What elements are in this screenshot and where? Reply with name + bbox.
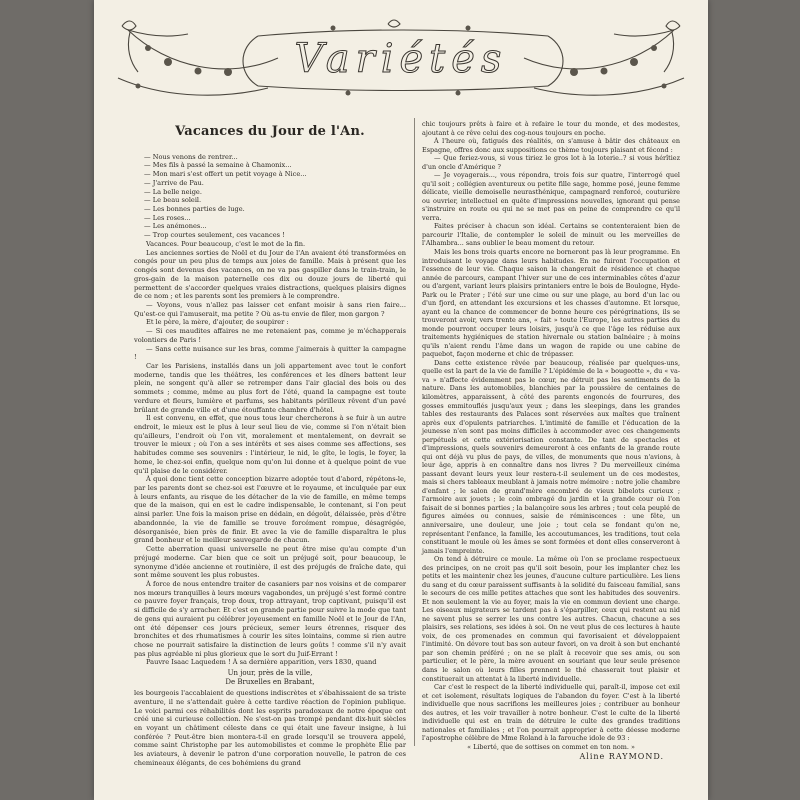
paragraph: Vacances. Pour beaucoup, c'est le mot de la fin. <box>146 239 306 248</box>
dialogue-line: — Mes fils à passé la semaine à Chamonix... <box>144 161 292 170</box>
paragraph: Et le père, la mère, d'ajouter, de soupirer : <box>146 318 289 327</box>
article-title: Vacances du Jour de l'An. <box>175 124 365 139</box>
paragraph: chic toujours prêts à faire et à refaire le tour du monde, et des modestes, ajoutant à ce rêve celui des cog-nous toujours en poche. <box>422 120 680 137</box>
paragraph: les bourgeois l'accablaient de questions indiscrètes et s'ébahissaient de sa triste aventure, il ne s'attendait guère à cette tardive réaction de l'opinion publique. Le voici parmi ces réhabilités dont les esprits paradoxaux de notre époque ont créé une si curieuse collection. Ne s'est-on pas trompé pendant dix-huit siècles en voyant un châtiment céleste dans ce qui était une faveur insigne, à lui conférée ? Peut-être bien montera-t-il en grade lorsqu'il se trouvera appelé, comme saint Christophe par les automobilistes et comme le prophète Élie par les aviateurs, à devenir le patron d'une corporation nouvelle, le patron de ces chemineaux élégants, de ces bohémiens du grand <box>134 689 406 767</box>
section-title: Variétés <box>294 36 508 82</box>
author-name: Aline RAYMOND. <box>579 752 664 762</box>
paragraph: Car les Parisiens, installés dans un joli appartement avec tout le confort moderne, tandis que les théâtres, les conférences et les dîners battent leur plein, ne songent qu'à aller se retremper dans l'air glacial des bois ou des sommets ; comme, même au plus fort de l'été, quand la campagne est toute verdure et fleurs, lumière et parfums, ses habitants périlleux rêvent d'un pavé brûlant de grande ville et d'une étouffante chambre d'hôtel. <box>134 361 406 414</box>
paragraph: Dans cette existence rêvée par beaucoup, réalisée par quelques-uns, quelle est la part de la vie de famille ? L'épidémie de la « bougeotte », du « va-va » n'affecte évidemment pas le cœur, ne détruit pas les sentiments de la nature. Dans les automobiles, blanchies par la poussière de centaines de kilomètres, apparaissent, à côté des parents engoncés de fourrures, des gosses emmitouflés jusqu'aux yeux ; dans les sleepings, dans les grandes tables des restaurants des Palaces sont réservées aux maîtes que traînent après eux d'opulents patriarches. L'intimité de famille et l'éducation de la jeunesse n'en sont pas moins difficiles à accommoder avec ces changements perpétuels et cette extériorisation constante. De tant de spectacles et d'impressions, quels souvenirs demeureront à ces enfants de la grande route qui ont déjà vu plus de pays, de villes, de monuments que nous n'avions, à leur âge, appris à en connaître dans nos livres ? Du merveilleux cinéma passant devant leurs yeux leur restera-t-il seulement un de ces modestes, mais si chers tableaux meublant à jamais notre mémoire : notre jolie chambre d'enfant ; le salon de grand'mère encombré de vieux bibelots curieux ; l'armoire aux jouets ; le coin ombragé du jardin et la grande cour où l'on faisait de si bonnes parties ; la balançoire sous les arbres ; tout cela peuplé de figures aimées ou connues, saisie de réminiscences : une fête, un anniversaire, une douleur, une joie ; tout cela se fondant qu'on ne, représentant l'enfance, la famille, les accoutumances, les traditions, tout cela constituant le moule où les âmes se sont formées et dont elles conserveront à jamais l'empreinte. <box>422 358 680 555</box>
header-ornament <box>108 8 694 100</box>
paragraph: — Que feriez-vous, si vous tiriez le gros lot à la loterie..? si vous hérîtiez d'un oncle d'Amérique ? <box>422 154 680 171</box>
paragraph: — Voyons, vous n'allez pas laisser cet enfant moisir à sans rien faire... Qu'est-ce qui l'amuserait, ma petite ? Où as-tu envie de filer, mon gargon ? <box>134 300 406 318</box>
paragraph: À quoi donc tient cette conception bizarre adoptée tout d'abord, répétons-le, par les parents dont se chez-soi est l'œuvre et le royaume, et inculquée par eux à leurs enfants, au risque de les détacher de la vie de famille, en même temps que de la maison, qui en est le cadre indispensable, le contenant, si l'on peut ainsi parler. Une fois la maison prise en dédain, en dégoût, délaissée, près d'être abandonnée, la vie de famille se trouve forcément rompue, désagrégée, désorganisée, bien près de finir. Et avec la vie de famille disparaîtra le plus grand bonheur et le meilleur sauvegarde de chacun. <box>134 475 406 545</box>
dialogue-line: — Mon mari s'est offert un petit voyage à Nice... <box>144 170 307 179</box>
verse-line: Un jour, près de la ville, <box>227 669 313 678</box>
column-divider <box>414 118 415 746</box>
paragraph: On tend à détruire ce moule. La même où l'on se proclame respectueux des principes, on ne croit pas qu'il soit besoin, pour les implanter chez les petits et les maintenir chez les jeunes, d'aucune culture particulière. Les liens du sang et du cœur paraissent suffisants à la solidité du faisceau familial, sans le secours de ces mille petites attaches que sont les habitudes des souvenirs. Et non seulement la vie au foyer, mais la vie en commun devient une charge. Les oiseaux migrateurs se tardent pas à s'éparpiller, ceux qui restent au nid ne savent plus se serrer les uns contre les autres. Chacun, chacune a ses plaisirs, ses relations, ses idées à soi. On ne veut plus de ces lectures à haute voix, de ces promenades en commun qui favorisaient et développaient l'intimité. On dévore tout bas son auteur favori, on va droit à son but enchanté par son chemin préféré ; on ne se plaît à recevoir que ses amis, ou son particulier, et le père, la mère avouent en souriant que leur seule présence dans le salon où leurs filles prennent le thé chasserait tout plaisir et constituerait un attentat à la liberté individuelle. <box>422 555 680 683</box>
paragraph: À force de nous entendre traiter de casaniers par nos voisins et de comparer nos mœurs tranquilles à leurs mœurs vagabondes, un préjugé s'est formé contre ce pauvre foyer français, trop doux, trop attrayant, trop captivant, puisqu'il est si difficile de s'y arracher. Et c'est en grande partie pour suivre la mode que tant de gens qui auraient pu célébrer joyeusement en famille Noël et le Jour de l'An, ont été dépenser ces jours précieux, semer leurs étrennes, risquer des bronchites et des rhumatismes à courir les sites lointains, comme si rien autre chose ne pourrait satisfaire la distinction de leurs goûts ! comme s'il n'y avait pas plus agréable ni plus glorieux que le sort du Juif-Errant ! <box>134 579 406 658</box>
document-page <box>94 0 708 800</box>
dialogue-line: — Trop courtes seulement, ces vacances ! <box>144 231 285 240</box>
dialogue-line: — La belle neige. <box>144 187 202 196</box>
paragraph: Pauvre Isaac Laquedem ! À sa dernière apparition, vers 1830, quand <box>146 658 377 667</box>
paragraph: À l'heure où, fatigués des réalités, on s'amuse à bâtir des châteaux en Espagne, offres donc aux suppositions ce thème toujours plaisant et fécond : <box>422 137 680 154</box>
closing-quote: « Liberté, que de sottises on commet en ton nom. » <box>467 742 635 751</box>
author-signature <box>422 753 680 762</box>
dialogue-list <box>134 153 406 240</box>
right-column <box>422 120 680 762</box>
paragraph: — Si ces maudites affaires ne me retenaient pas, comme je m'échapperais volontiers de Paris ! <box>134 327 406 344</box>
dialogue-line: — Nous venons de rentrer... <box>144 152 238 161</box>
left-column <box>134 124 406 768</box>
paragraph: Il est convenu, en effet, que nous tous leur chercherons à se fuir à un autre endroit, le mieux est le plus à leur seul lieu de vie, comme si l'on n'était bien qu'ailleurs, l'endroit où l'on vit, moralement et mentalement, on devrait se trouver le mieux ; où l'on a ses intérêts et ses aises comme ses affections, ses habitudes comme ses souvenirs : l'intérieur, le nid, le gîte, le logis, le foyer, la home, le chez-soi enfin, quelque nom qu'on lui donne et à quelque point de vue qu'il plaise de le considérer. <box>134 414 406 475</box>
paragraph: Faites préciser à chacun son idéal. Certains se contenteraient bien de parcourir l'Italie, de contempler le soleil de minuit ou les merveilles de l'Alhambra... sans oublier le beau moment du retour. <box>422 222 680 248</box>
paragraph: Car c'est le respect de la liberté individuelle qui, paraît-il, impose cet exil et cet isolement, résultats logiques de l'abandon du foyer. C'est à la liberté individuelle que nous sacrifions les meilleures joies ; contribuer au bonheur des autres, et les voir travailler à notre bonheur. C'est le culte de la liberté individuelle qui est en train de détruire le culte des grandes traditions nationales et familiales ; et l'on pourrait approprier à cette déesse moderne l'apostrophe célèbre de Mme Roland à la farouche idole de 93 : <box>422 683 680 743</box>
dialogue-line: — Les anémones... <box>144 222 207 231</box>
paragraph: — Sans cette nuisance sur les bras, comme j'aimerais à quitter la campagne ! <box>134 344 406 362</box>
paragraph: Les anciennes sorties de Noël et du Jour de l'An avaient été transformées en congés pour un peu plus de temps aux joies de famille. Mais à présent que les congés sont devenus des vacances, on ne va pas gaspiller dans le train-train, le gros-gain de la maison paternelle ces dix ou douze jours de liberté qui permettent de s'accorder quelques vraies distractions, quelques plaisirs dignes de ce nom ; et les parents sont les premiers à le comprendre. <box>134 248 406 301</box>
verse-quote <box>134 669 406 687</box>
paragraph: Cette aberration quasi universelle ne peut être mise qu'au compte d'un préjugé moderne. Car bien que ce soit un préjugé soit, pour beaucoup, le synonyme d'idée ancienne et routinière, il est des préjugés de fraîche date, qui sont même souvent les plus robustes. <box>134 545 406 580</box>
verse-line: De Bruxelles en Brabant, <box>225 678 315 687</box>
dialogue-line: — Le beau soleil. <box>144 196 202 205</box>
paragraph: — Je voyagerais..., vous répondra, trois fois sur quatre, l'interrogé quel qu'il soit ; collégien aventureux ou petite fille sage, homme posé, jeune femme délicate, vieille demoiselle neurasthénique, campagnard renforcé, couturière ou ouvrier, intellectuel en quête d'impressions nouvelles, ignorant qui pense s'instruire en route ou qui ne se met pas en peine de comprendre ce qu'il verra. <box>422 171 680 222</box>
dialogue-line: — Les bonnes parties de luge. <box>144 205 245 214</box>
paragraph: Mais les bons trois quarts encore ne borneront pas là leur programme. En introduisant le voyage dans leurs habitudes. En ne fuiront l'occupation et l'essence de leur vie. Chaque saison la changerait de résidence et chaque année de parcours, campant l'hiver sur une de ces interminables côtes d'azur ou d'argent, variant leurs plaisirs printaniers entre le bois de Boulogne, Hyde-Park ou le Prater ; l'été sur une cime ou sur une plage, au bord d'un lac ou d'un fjord, en attendant les excursions et les chasses d'automne. Et lorsque, ayant eu la chance de commencer de bonne heure ces pérégrinations, ils se trouveront avoir, vers trente ans, « fait » toute l'Europe, les autres parties du monde pourront occuper leurs loisirs, jusqu'à ce que l'âge les réduise aux traitements hygiéniques de station hivernale ou station balnéaire ; à moins qu'ils n'aient rendu l'âme dans un wagon de rapide ou une cabine de paquebot, façon moderne et chic de trépasser. <box>422 247 680 359</box>
dialogue-line: — Les roses... <box>144 213 191 222</box>
dialogue-line: — J'arrive de Pau. <box>144 178 204 187</box>
